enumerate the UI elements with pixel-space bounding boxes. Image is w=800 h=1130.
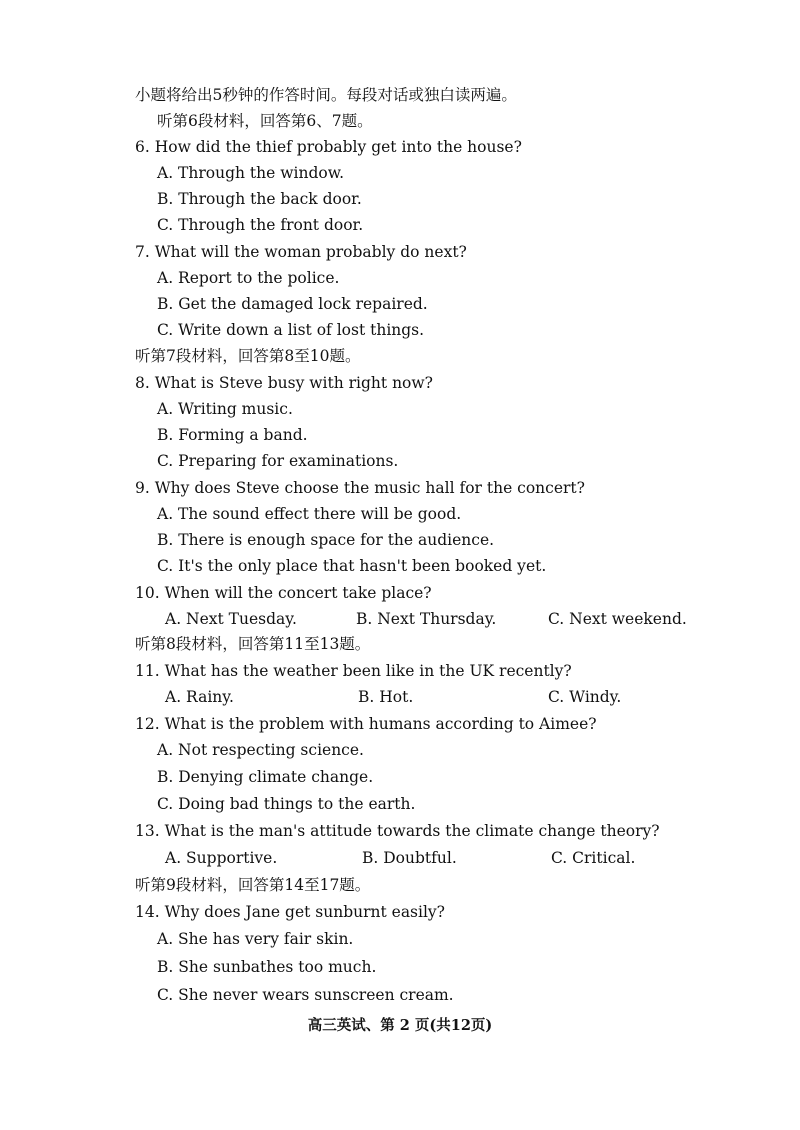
option-13a: A. Supportive. xyxy=(165,849,278,867)
question-14: 14. Why does Jane get sunburnt easily? xyxy=(135,903,445,921)
option-9a: A. The sound effect there will be good. xyxy=(157,505,462,523)
section-header-7: 听第7段材料，回答第8至10题。 xyxy=(135,347,361,365)
option-7c: C. Write down a list of lost things. xyxy=(157,321,425,339)
option-7b: B. Get the damaged lock repaired. xyxy=(157,295,428,313)
option-14c: C. She never wears sunscreen cream. xyxy=(157,986,454,1004)
question-9: 9. Why does Steve choose the music hall for the concert? xyxy=(135,479,585,497)
page-footer: 高三英试、第 2 页(共12页) xyxy=(307,1017,493,1034)
question-13: 13. What is the man's attitude towards the climate change theory? xyxy=(135,822,660,840)
instructions-tail: 小题将给出5秒钟的作答时间。每段对话或独白读两遍。 xyxy=(135,86,517,104)
question-11: 11. What has the weather been like in the UK recently? xyxy=(135,662,572,680)
option-10b: B. Next Thursday. xyxy=(356,610,497,628)
option-8a: A. Writing music. xyxy=(157,400,293,418)
option-12a: A. Not respecting science. xyxy=(157,741,364,759)
question-7: 7. What will the woman probably do next? xyxy=(135,243,467,261)
option-12b: B. Denying climate change. xyxy=(157,768,374,786)
option-10a: A. Next Tuesday. xyxy=(165,610,297,628)
option-8b: B. Forming a band. xyxy=(157,426,308,444)
option-8c: C. Preparing for examinations. xyxy=(157,452,399,470)
question-10: 10. When will the concert take place? xyxy=(135,584,432,602)
question-12: 12. What is the problem with humans according to Aimee? xyxy=(135,715,597,733)
section-header-9: 听第9段材料，回答第14至17题。 xyxy=(135,876,371,894)
option-6a: A. Through the window. xyxy=(157,164,345,182)
option-12c: C. Doing bad things to the earth. xyxy=(157,795,416,813)
section-header-6: 听第6段材料，回答第6、7题。 xyxy=(157,112,373,130)
option-11a: A. Rainy. xyxy=(165,688,234,706)
option-13b: B. Doubtful. xyxy=(362,849,457,867)
option-13c: C. Critical. xyxy=(551,849,636,867)
section-header-8: 听第8段材料，回答第11至13题。 xyxy=(135,635,371,653)
question-8: 8. What is Steve busy with right now? xyxy=(135,374,433,392)
option-6c: C. Through the front door. xyxy=(157,216,364,234)
option-11b: B. Hot. xyxy=(358,688,414,706)
option-14b: B. She sunbathes too much. xyxy=(157,958,377,976)
option-14a: A. She has very fair skin. xyxy=(157,930,354,948)
option-9b: B. There is enough space for the audience. xyxy=(157,531,495,549)
option-10c: C. Next weekend. xyxy=(548,610,687,628)
question-6: 6. How did the thief probably get into the house? xyxy=(135,138,522,156)
option-7a: A. Report to the police. xyxy=(157,269,340,287)
option-6b: B. Through the back door. xyxy=(157,190,362,208)
option-11c: C. Windy. xyxy=(548,688,622,706)
option-9c: C. It's the only place that hasn't been booked yet. xyxy=(157,557,547,575)
